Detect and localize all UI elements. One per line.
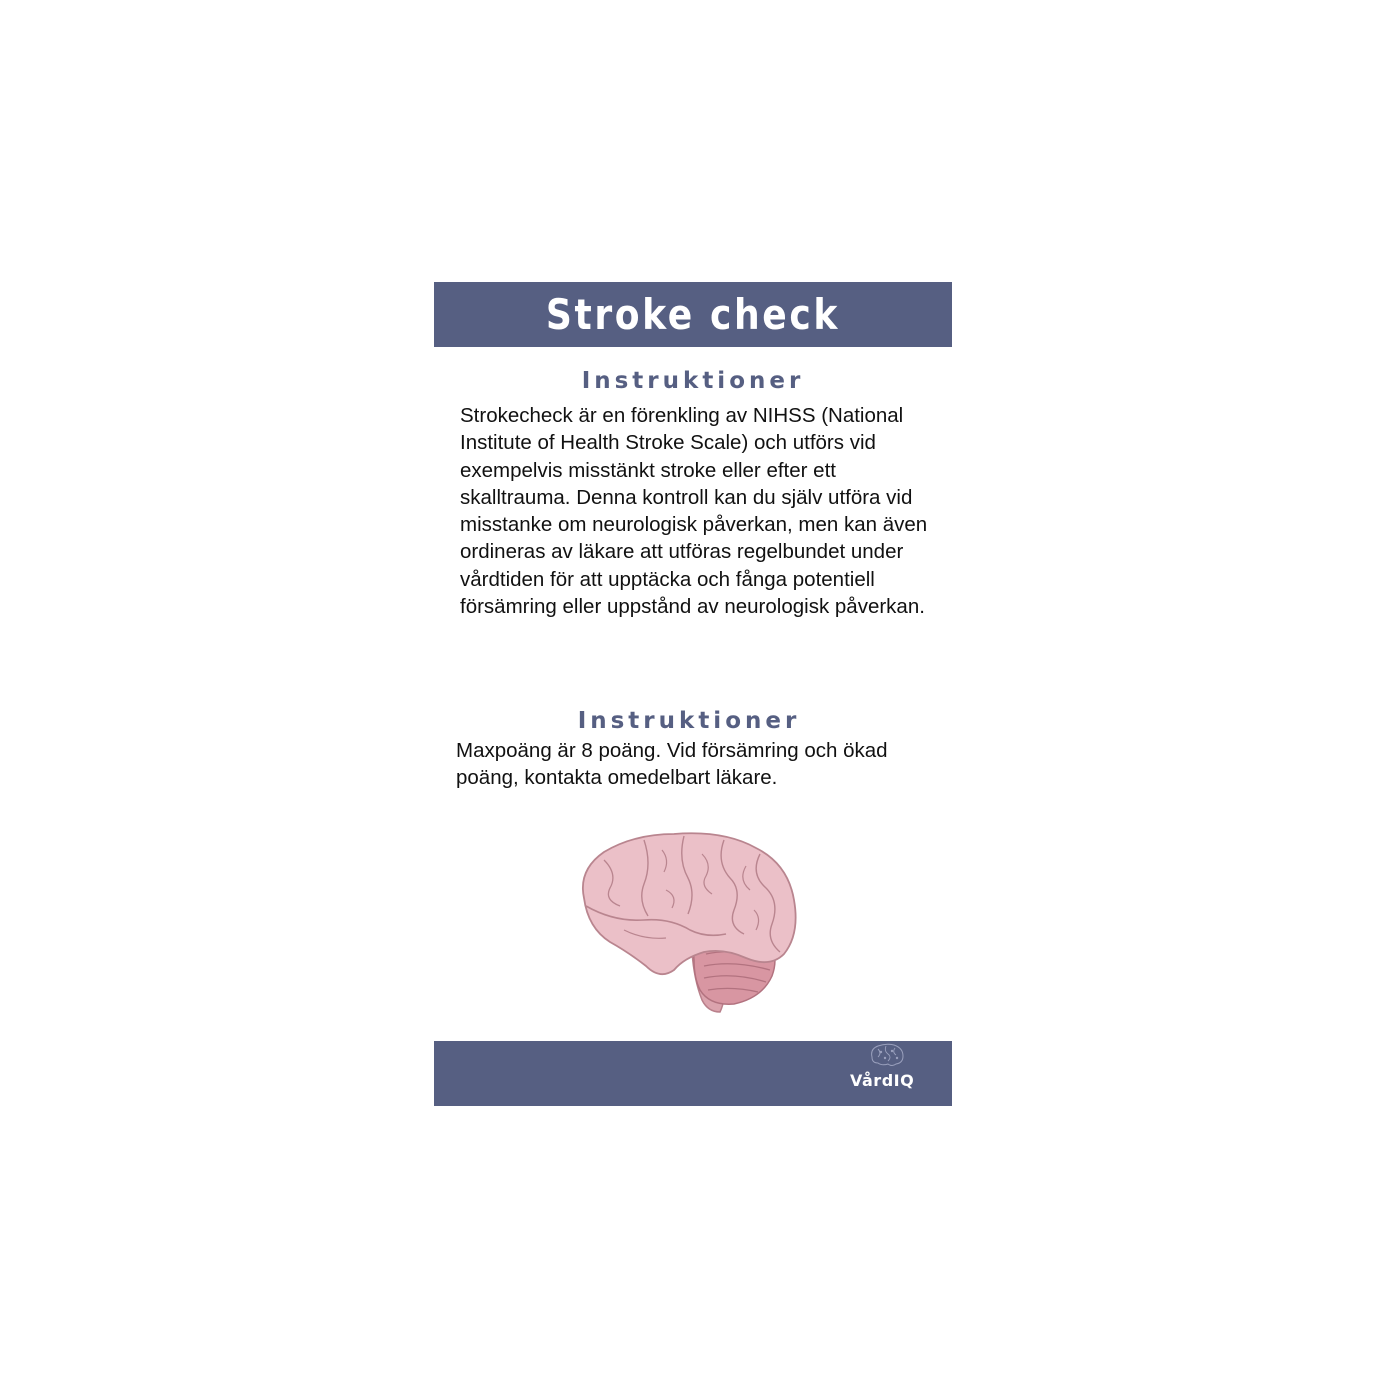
brain-icon [574, 830, 804, 1020]
stroke-check-card [434, 282, 952, 1106]
vardiq-logo [840, 1043, 920, 1103]
header-bar [434, 282, 952, 347]
footer-bar [434, 1041, 952, 1106]
scoring-text: Maxpoäng är 8 poäng. Vid försämring och ökad poäng, kontakta omedelbart läkare. [456, 739, 888, 790]
page-title: Stroke check [545, 290, 841, 339]
instructions-text: Strokecheck är en förenkling av NIHSS (National Institute of Health Stroke Scale) och utförs vid exempelvis misstänkt stroke eller efter ett skalltrauma. Denna kontroll kan du själv utföra vid misstanke om neurologisk påverkan, men kan även ordineras av läkare att utföras regelbundet under vårdtiden för att upptäcka och fånga potentiell försämring eller uppstånd av neurologisk påverkan. [460, 404, 928, 619]
logo-text: VårdIQ [850, 1071, 915, 1090]
section-heading-scoring: Instruktioner [577, 708, 801, 734]
brain-outline-icon [868, 1043, 906, 1069]
section-heading-instructions: Instruktioner [581, 368, 805, 394]
